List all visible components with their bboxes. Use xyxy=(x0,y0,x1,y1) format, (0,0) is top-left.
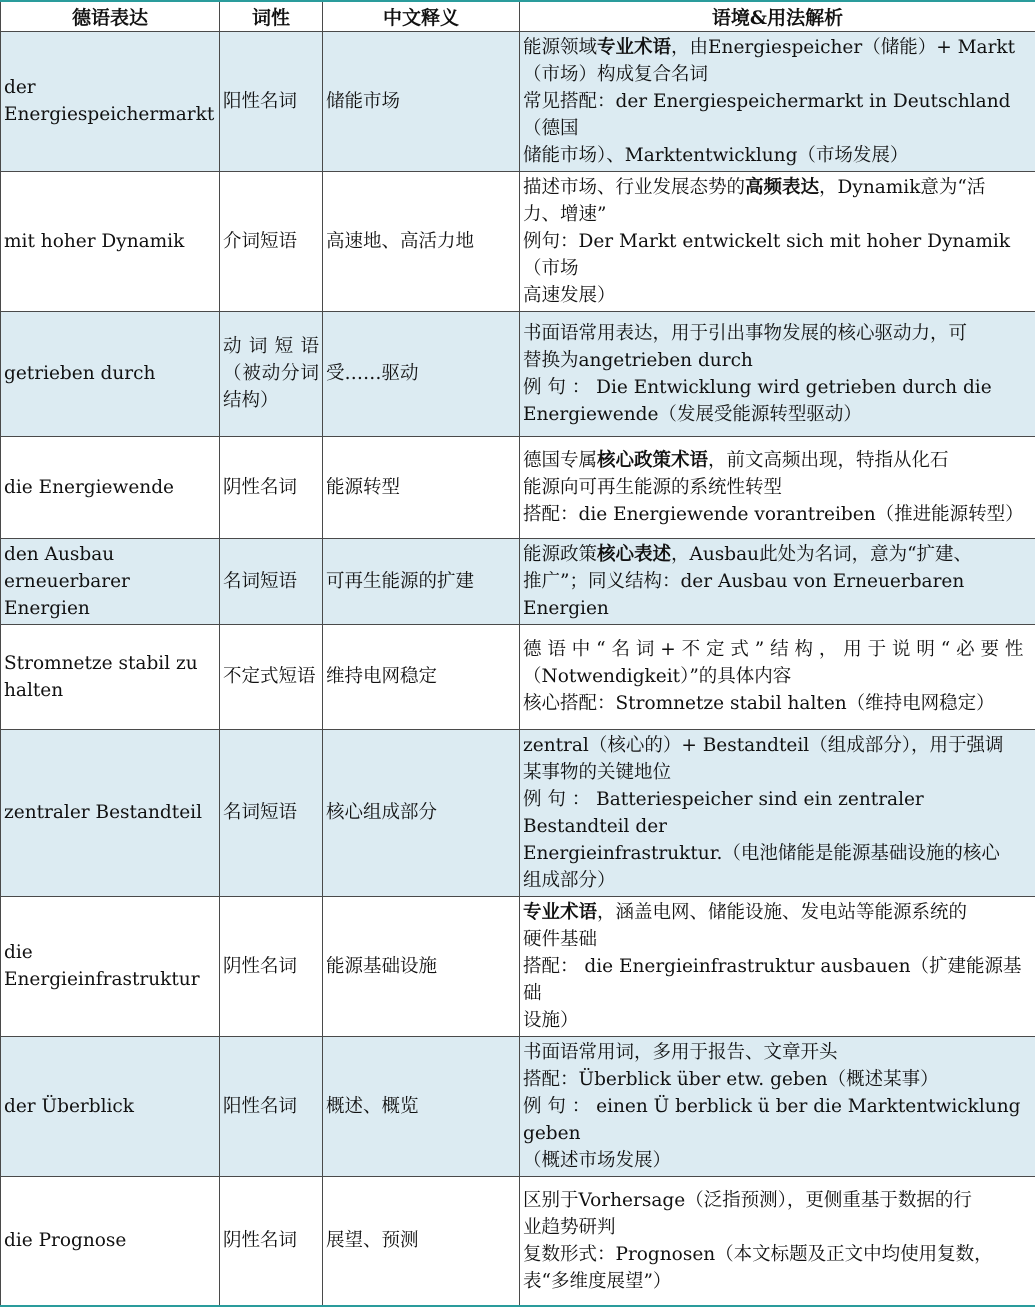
usage-text: 搭配： die Energieinfrastruktur ausbauen（扩建能源基础 xyxy=(523,956,1022,1004)
cell-usage xyxy=(520,171,1035,311)
usage-line xyxy=(523,786,1032,840)
cell-pos: 阳性名词 xyxy=(220,1036,323,1176)
cell-chinese: 能源转型 xyxy=(323,436,520,538)
usage-text: 储能市场）、Marktentwicklung（市场发展） xyxy=(523,145,908,166)
header-chinese: 中文释义 xyxy=(323,1,520,31)
cell-chinese: 能源基础设施 xyxy=(323,896,520,1036)
usage-text: 搭配：die Energiewende vorantreiben（推进能源转型） xyxy=(523,504,1024,525)
cell-usage xyxy=(520,896,1035,1036)
usage-text: 例 句 ： einen Ü berblick ü ber die Marktentwicklung geben xyxy=(523,1096,1020,1144)
cell-pos: 阴性名词 xyxy=(220,436,323,538)
usage-line xyxy=(523,953,1032,1007)
usage-text: 表“多维度展望”） xyxy=(523,1271,671,1292)
cell-pos: 阴性名词 xyxy=(220,1176,323,1306)
cell-german: die Energiewende xyxy=(1,436,220,538)
usage-term-bold: 专业术语 xyxy=(523,902,597,923)
cell-chinese: 核心组成部分 xyxy=(323,729,520,896)
usage-text: 复数形式：Prognosen（本文标题及正文中均使用复数， xyxy=(523,1244,993,1265)
usage-text: 能源领域 xyxy=(523,37,597,58)
usage-text: 书面语常用词，多用于报告、文章开头 xyxy=(523,1042,838,1063)
usage-line xyxy=(523,759,1032,786)
usage-line xyxy=(523,568,1032,622)
cell-german: getrieben durch xyxy=(1,311,220,436)
usage-text: 组成部分） xyxy=(523,870,616,891)
table-row xyxy=(1,538,1035,624)
usage-term-bold: 核心政策术语 xyxy=(597,450,708,471)
usage-term-bold: 专业术语 xyxy=(597,37,671,58)
cell-german: der Energiespeichermarkt xyxy=(1,31,220,171)
usage-text: 常见搭配：der Energiespeichermarkt in Deutschland（德国 xyxy=(523,91,1010,139)
usage-text: 硬件基础 xyxy=(523,929,597,950)
cell-usage xyxy=(520,31,1035,171)
usage-line xyxy=(523,840,1032,867)
cell-chinese: 展望、预测 xyxy=(323,1176,520,1306)
usage-text: 德国专属 xyxy=(523,450,597,471)
usage-text: 替换为angetrieben durch xyxy=(523,350,753,371)
usage-text: 核心搭配：Stromnetze stabil halten（维持电网稳定） xyxy=(523,693,995,714)
header-usage: 语境&用法解析 xyxy=(520,1,1035,31)
usage-line xyxy=(523,474,1032,501)
usage-line xyxy=(523,201,1032,228)
usage-line xyxy=(523,374,1032,401)
usage-line xyxy=(523,1268,1032,1295)
usage-text: 描述市场、行业发展态势的 xyxy=(523,177,745,198)
usage-line xyxy=(523,926,1032,953)
cell-chinese: 维持电网稳定 xyxy=(323,624,520,729)
usage-line xyxy=(523,1093,1032,1147)
table-row xyxy=(1,436,1035,538)
usage-line xyxy=(523,663,1032,690)
cell-pos: 阴性名词 xyxy=(220,896,323,1036)
cell-usage xyxy=(520,729,1035,896)
cell-chinese: 可再生能源的扩建 xyxy=(323,538,520,624)
usage-text: （概述市场发展） xyxy=(523,1150,671,1171)
table-row xyxy=(1,624,1035,729)
cell-german: die Energieinfrastruktur xyxy=(1,896,220,1036)
usage-text: ，涵盖电网、储能设施、发电站等能源系统的 xyxy=(597,902,967,923)
table-row xyxy=(1,729,1035,896)
table-body xyxy=(1,31,1035,1306)
usage-text: 区别于Vorhersage（泛指预测），更侧重基于数据的行 xyxy=(523,1190,972,1211)
usage-text: zentral（核心的）+ Bestandteil（组成部分），用于强调 xyxy=(523,735,1003,756)
usage-line xyxy=(523,88,1032,142)
usage-line xyxy=(523,541,1032,568)
cell-chinese: 储能市场 xyxy=(323,31,520,171)
usage-text: （市场）构成复合名词 xyxy=(523,64,708,85)
usage-line xyxy=(523,1187,1032,1214)
header-row xyxy=(1,1,1035,31)
usage-line xyxy=(523,34,1032,61)
cell-usage xyxy=(520,1176,1035,1306)
cell-german: zentraler Bestandteil xyxy=(1,729,220,896)
cell-pos: 名词短语 xyxy=(220,729,323,896)
usage-line xyxy=(523,1007,1032,1034)
usage-line xyxy=(523,1214,1032,1241)
usage-text: 例 句 ： Die Entwicklung wird getrieben durch die xyxy=(523,377,992,398)
usage-text: 某事物的关键地位 xyxy=(523,762,671,783)
table-row xyxy=(1,896,1035,1036)
usage-text: 业趋势研判 xyxy=(523,1217,616,1238)
usage-text: ，Ausbau此处为名词，意为“扩建、 xyxy=(671,544,972,565)
usage-text: 力、增速” xyxy=(523,204,606,225)
usage-text: （Notwendigkeit）”的具体内容 xyxy=(523,666,791,687)
table-row xyxy=(1,1176,1035,1306)
usage-line xyxy=(523,867,1032,894)
cell-german: den Ausbau erneuerbarer Energien xyxy=(1,538,220,624)
usage-text: ，Dynamik意为“活 xyxy=(819,177,985,198)
cell-usage xyxy=(520,538,1035,624)
table-row xyxy=(1,1036,1035,1176)
usage-line xyxy=(523,228,1032,282)
usage-line xyxy=(523,1147,1032,1174)
usage-line xyxy=(523,401,1032,428)
usage-text: 德 语 中 “ 名 词 + 不 定 式 ” 结 构 ， 用 于 说 明 “ 必 要 性 xyxy=(523,639,1023,660)
usage-line xyxy=(523,501,1032,528)
usage-line xyxy=(523,447,1032,474)
usage-text: 例句：Der Markt entwickelt sich mit hoher Dynamik（市场 xyxy=(523,231,1010,279)
header-pos: 词性 xyxy=(220,1,323,31)
usage-line xyxy=(523,320,1032,347)
cell-pos: 阳性名词 xyxy=(220,31,323,171)
usage-line xyxy=(523,347,1032,374)
usage-text: Energieinfrastruktur.（电池储能是能源基础设施的核心 xyxy=(523,843,1000,864)
cell-german: Stromnetze stabil zu halten xyxy=(1,624,220,729)
usage-line xyxy=(523,732,1032,759)
usage-text: ，前文高频出现，特指从化石 xyxy=(708,450,949,471)
usage-text: 高速发展） xyxy=(523,285,616,306)
usage-line xyxy=(523,636,1032,663)
cell-pos: 介词短语 xyxy=(220,171,323,311)
usage-text: 设施） xyxy=(523,1010,579,1031)
cell-usage xyxy=(520,1036,1035,1176)
usage-term-bold: 高频表达 xyxy=(745,177,819,198)
usage-line xyxy=(523,174,1032,201)
cell-pos: 不定式短语 xyxy=(220,624,323,729)
usage-text: Energiewende（发展受能源转型驱动） xyxy=(523,404,862,425)
usage-line xyxy=(523,899,1032,926)
cell-chinese: 受……驱动 xyxy=(323,311,520,436)
usage-text: 搭配：Überblick über etw. geben（概述某事） xyxy=(523,1069,939,1090)
cell-chinese: 概述、概览 xyxy=(323,1036,520,1176)
usage-line xyxy=(523,1066,1032,1093)
cell-german: mit hoher Dynamik xyxy=(1,171,220,311)
table-row xyxy=(1,311,1035,436)
usage-text: 能源政策 xyxy=(523,544,597,565)
usage-line xyxy=(523,61,1032,88)
table-row xyxy=(1,31,1035,171)
cell-usage xyxy=(520,624,1035,729)
cell-chinese: 高速地、高活力地 xyxy=(323,171,520,311)
usage-text: 书面语常用表达，用于引出事物发展的核心驱动力，可 xyxy=(523,323,967,344)
usage-line xyxy=(523,1039,1032,1066)
usage-term-bold: 核心表述 xyxy=(597,544,671,565)
cell-pos: 动词短语（被动分词结构） xyxy=(220,311,323,436)
usage-line xyxy=(523,690,1032,717)
usage-text: 推广”；同义结构：der Ausbau von Erneuerbaren Energien xyxy=(523,571,964,619)
usage-line xyxy=(523,1241,1032,1268)
cell-german: die Prognose xyxy=(1,1176,220,1306)
usage-text: 能源向可再生能源的系统性转型 xyxy=(523,477,782,498)
usage-text: 例 句 ： Batteriespeicher sind ein zentraler Bestandteil der xyxy=(523,789,924,837)
table-row xyxy=(1,171,1035,311)
usage-line xyxy=(523,142,1032,169)
cell-usage xyxy=(520,311,1035,436)
header-german: 德语表达 xyxy=(1,1,220,31)
cell-german: der Überblick xyxy=(1,1036,220,1176)
cell-usage xyxy=(520,436,1035,538)
usage-text: ，由Energiespeicher（储能）+ Markt xyxy=(671,37,1015,58)
cell-pos: 名词短语 xyxy=(220,538,323,624)
usage-line xyxy=(523,282,1032,309)
